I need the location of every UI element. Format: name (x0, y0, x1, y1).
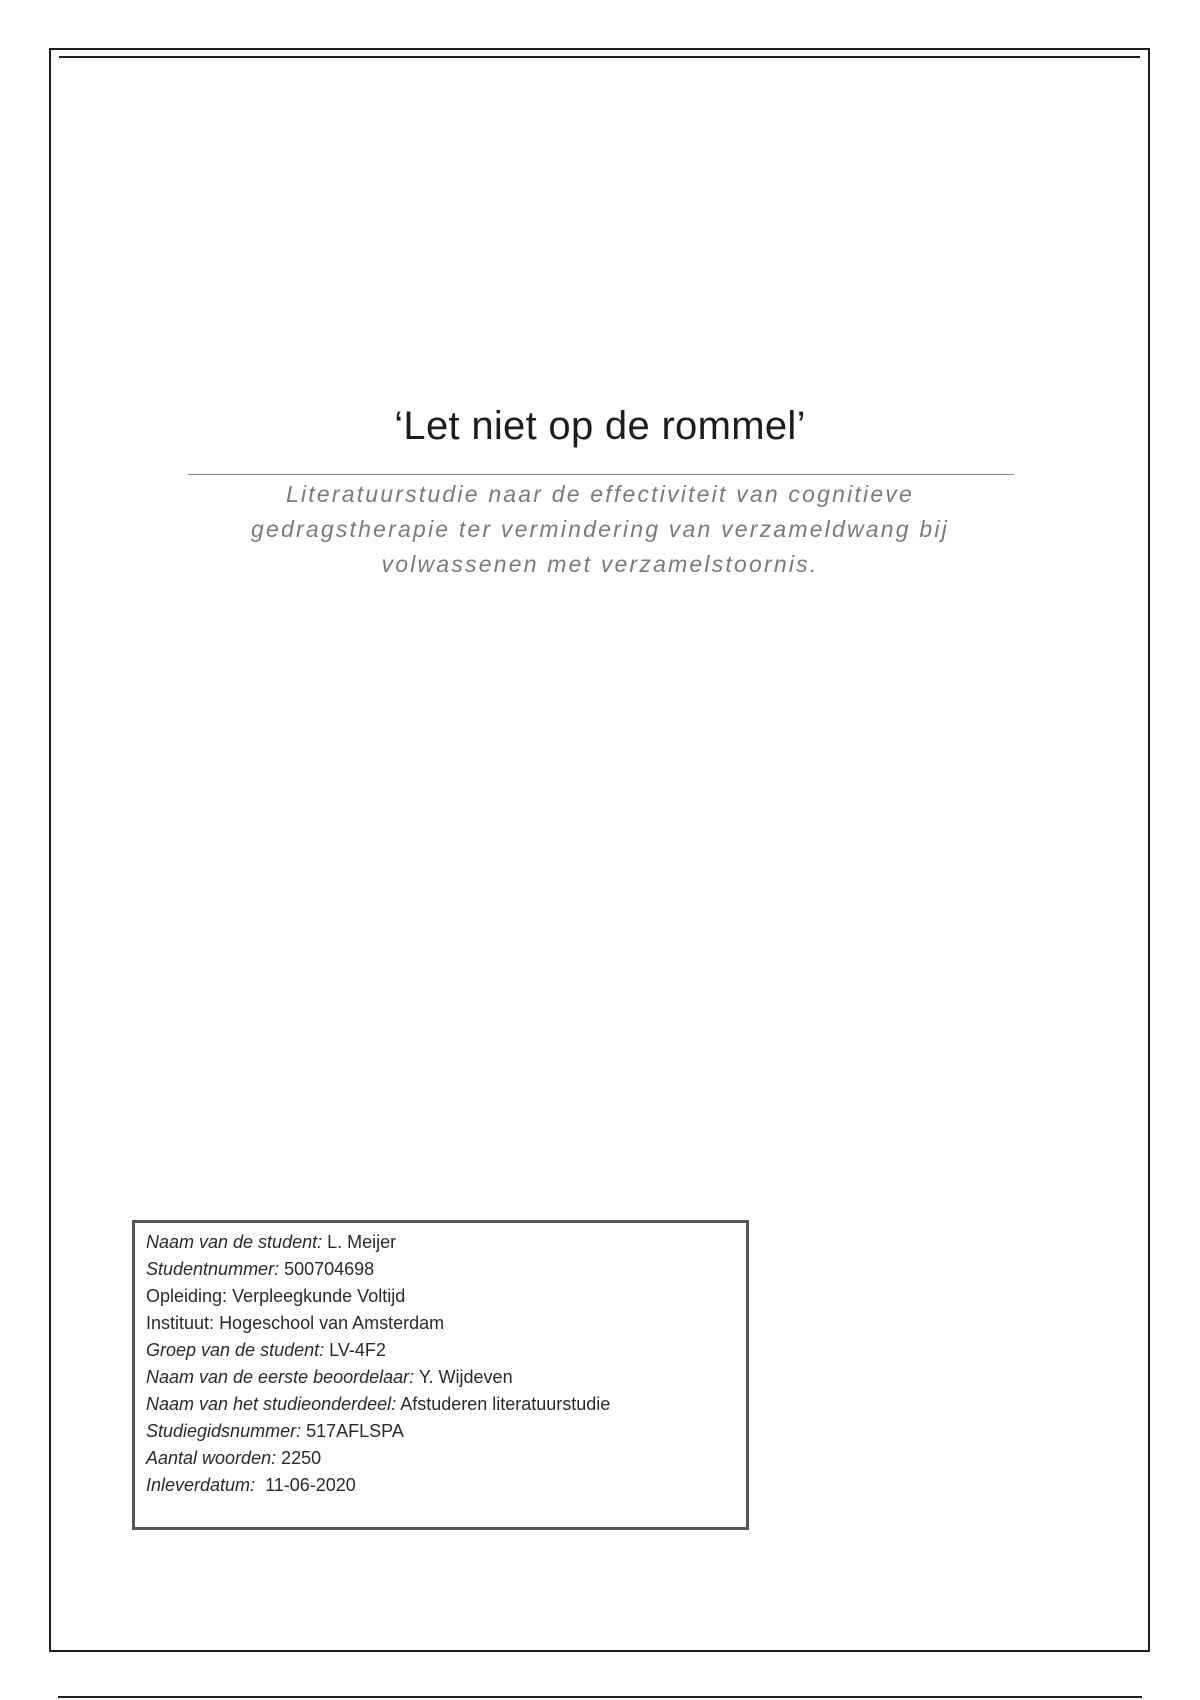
info-label: Naam van het studieonderdeel: (146, 1394, 397, 1414)
document-subtitle: Literatuurstudie naar de effectiviteit van cognitieve gedragstherapie ter vermindering van verzameldwang bij volwassenen met verzamelstoornis. (251, 481, 949, 577)
info-row-submission-date (146, 1472, 735, 1499)
info-value: L. Meijer (327, 1232, 397, 1252)
info-label: Studentnummer: (146, 1259, 280, 1279)
info-label: Studiegidsnummer: (146, 1421, 302, 1441)
info-value: 2250 (281, 1448, 322, 1468)
info-value: LV-4F2 (329, 1340, 386, 1360)
info-row-student-name (146, 1229, 735, 1256)
info-label: Opleiding: (146, 1286, 228, 1306)
info-row-first-assessor (146, 1364, 735, 1391)
info-row-institute (146, 1310, 735, 1337)
info-value: Afstuderen literatuurstudie (400, 1394, 611, 1414)
info-label: Instituut: (146, 1313, 215, 1333)
info-row-education (146, 1283, 735, 1310)
next-page-top-line (58, 1696, 1142, 1698)
info-value: 11-06-2020 (260, 1475, 356, 1495)
info-row-student-number (146, 1256, 735, 1283)
title-divider (188, 474, 1014, 475)
top-border-line (59, 56, 1140, 58)
info-value: 500704698 (284, 1259, 375, 1279)
info-label: Inleverdatum: (146, 1475, 256, 1495)
info-value: Hogeschool van Amsterdam (219, 1313, 445, 1333)
info-label: Aantal woorden: (146, 1448, 277, 1468)
info-value: Y. Wijdeven (418, 1367, 513, 1387)
student-info-box (132, 1220, 749, 1530)
info-row-word-count (146, 1445, 735, 1472)
info-label: Naam van de eerste beoordelaar: (146, 1367, 415, 1387)
info-value: 517AFLSPA (306, 1421, 404, 1441)
info-label: Naam van de student: (146, 1232, 323, 1252)
info-row-course-code (146, 1418, 735, 1445)
info-value: Verpleegkunde Voltijd (232, 1286, 406, 1306)
info-row-course-name (146, 1391, 735, 1418)
document-title: ‘Let niet op de rommel’ (394, 404, 806, 448)
info-row-group (146, 1337, 735, 1364)
info-label: Groep van de student: (146, 1340, 325, 1360)
